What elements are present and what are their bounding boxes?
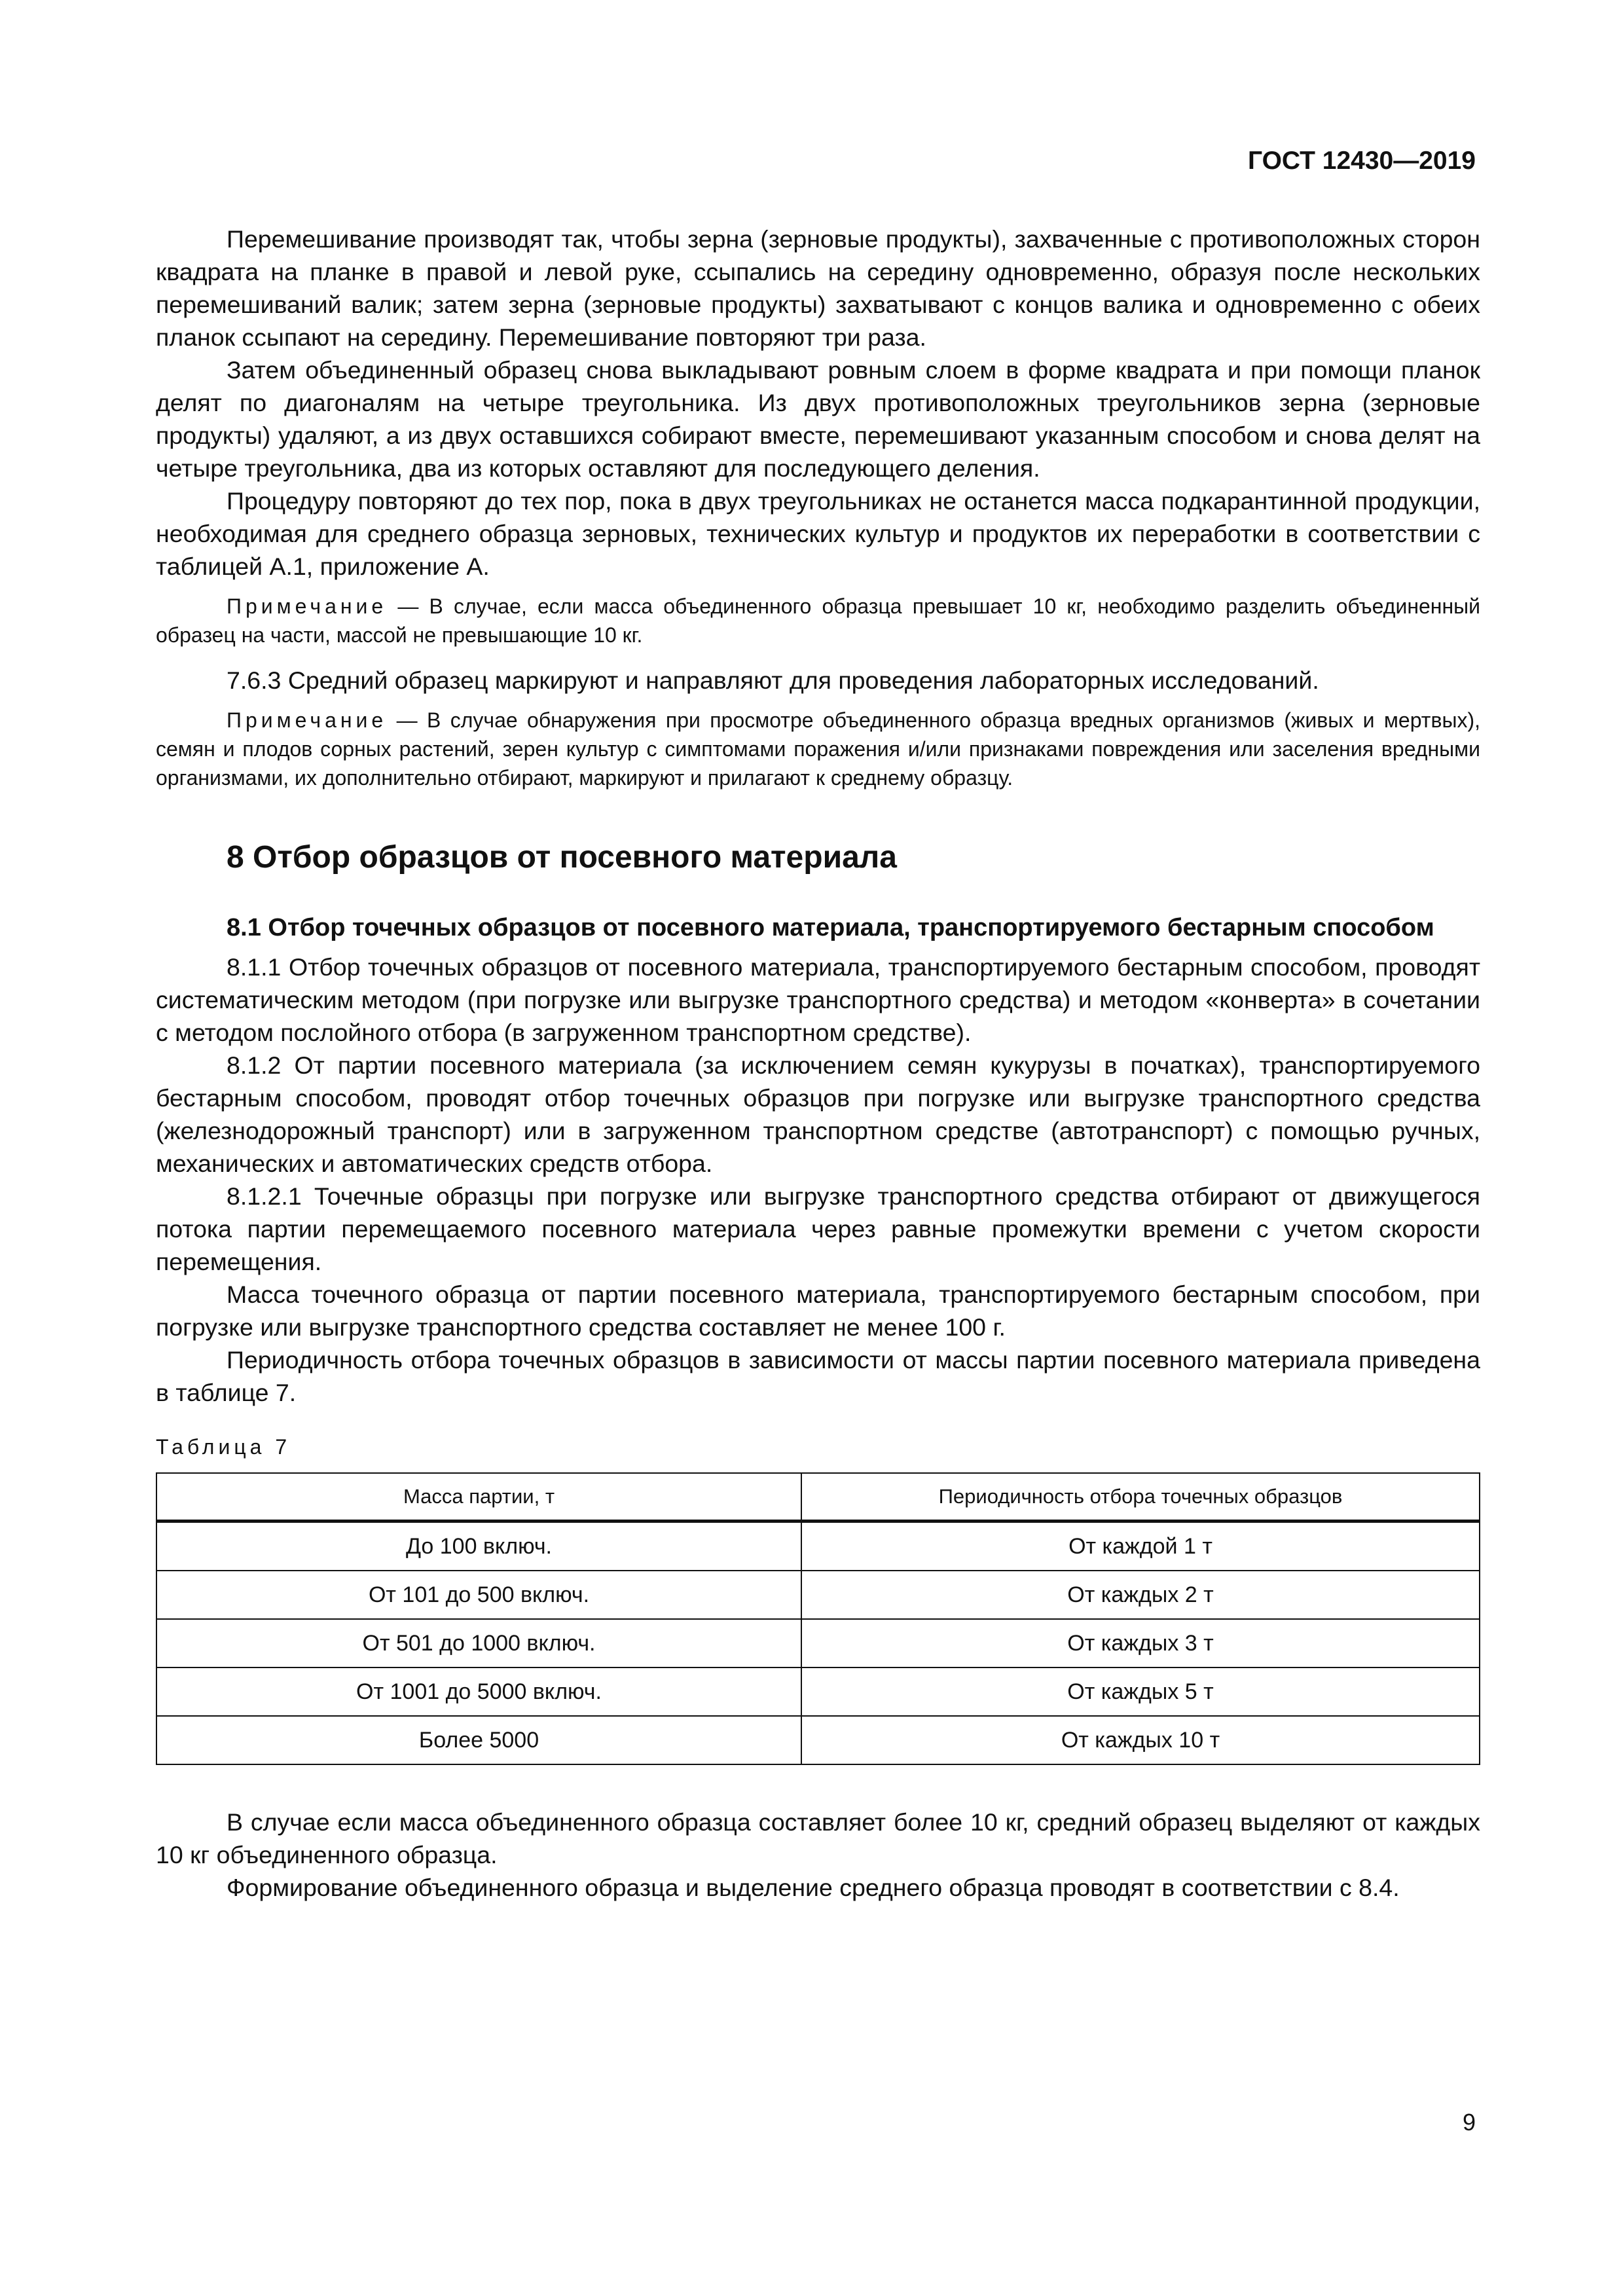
paragraph-table-ref: Периодичность отбора точечных образцов в зависимости от массы партии посевного материала приведена в таблице 7. xyxy=(156,1346,1480,1406)
table-cell-mass: От 1001 до 5000 включ. xyxy=(156,1667,801,1716)
note-1 xyxy=(156,592,1480,649)
paragraph-sample-mass: Масса точечного образца от партии посевного материала, транспортируемого бестарным способом, при погрузке или выгрузке транспортного средства составляет не менее 100 г. xyxy=(156,1281,1480,1341)
table-row xyxy=(156,1522,1480,1571)
table-row xyxy=(156,1619,1480,1667)
table-header-mass: Масса партии, т xyxy=(156,1473,801,1522)
note-2-text: — В случае обнаружения при просмотре объединенного образца вредных организмов (живых и мертвых), семян и плодов сорных растений, зерен культур с симптомами поражения и/или признаками повреждения или заселения вредными организмами, их дополнительно отбирают, маркируют и прилагают к среднему образцу. xyxy=(156,708,1480,790)
document-body xyxy=(156,223,1480,1904)
note-1-text: — В случае, если масса объединенного образца превышает 10 кг, необходимо разделить объединенный образец на части, массой не превышающие 10 кг. xyxy=(156,594,1480,647)
table-row xyxy=(156,1716,1480,1764)
paragraph-quartering: Затем объединенный образец снова выкладывают ровным слоем в форме квадрата и при помощи планок делят по диагоналям на четыре треугольника. Из двух противоположных треугольников зерна (зерновые продукты) удаляют, а из двух оставшихся собирают вместе, перемешивают указанным способом и снова делят на четыре треугольника, два из которых оставляют для последующего деления. xyxy=(156,356,1480,482)
table-cell-mass: От 501 до 1000 включ. xyxy=(156,1619,801,1667)
table-cell-mass: До 100 включ. xyxy=(156,1522,801,1571)
table-row xyxy=(156,1571,1480,1619)
page-number: 9 xyxy=(1462,2109,1476,2136)
table-cell-periodicity: От каждых 2 т xyxy=(801,1571,1480,1619)
table-cell-periodicity: От каждых 5 т xyxy=(801,1667,1480,1716)
table-cell-mass: От 101 до 500 включ. xyxy=(156,1571,801,1619)
note-2 xyxy=(156,706,1480,792)
paragraph-7-6-3: 7.6.3 Средний образец маркируют и направляют для проведения лабораторных исследований. xyxy=(227,666,1319,694)
paragraph-forming: Формирование объединенного образца и выделение среднего образца проводят в соответствии с 8.4. xyxy=(227,1874,1400,1901)
paragraph-8-1-2-1: 8.1.2.1 Точечные образцы при погрузке или выгрузке транспортного средства отбирают от движущегося потока партии перемещаемого посевного материала через равные промежутки времени с учетом скорости перемещения. xyxy=(156,1182,1480,1275)
note-1-label: Примечание xyxy=(227,594,388,618)
after-table-section xyxy=(156,1806,1480,1904)
paragraph-8-1-2: 8.1.2 От партии посевного материала (за исключением семян кукурузы в початках), транспортируемого бестарным способом, проводят отбор точечных образцов при погрузке или выгрузке транспортного средства (железнодорожный транспорт) или в загруженном транспортном средстве (автотранспорт) с помощью ручных, механических и автоматических средств отбора. xyxy=(156,1051,1480,1177)
table-header-periodicity: Периодичность отбора точечных образцов xyxy=(801,1473,1480,1522)
table-cell-periodicity: От каждых 3 т xyxy=(801,1619,1480,1667)
paragraph-repeat-procedure: Процедуру повторяют до тех пор, пока в двух треугольниках не останется масса подкарантинной продукции, необходимая для среднего образца зерновых, технических культур и продуктов их переработки в соответствии с таблицей А.1, приложение А. xyxy=(156,487,1480,580)
section-8-1-title: 8.1 Отбор точечных образцов от посевного материала, транспортируемого бестарным способом xyxy=(227,914,1434,941)
table-7-caption: Таблица 7 xyxy=(156,1435,291,1459)
paragraph-8-1-1: 8.1.1 Отбор точечных образцов от посевного материала, транспортируемого бестарным способом, проводят систематическим методом (при погрузке или выгрузке транспортного средства) и методом «конверта» в сочетании с методом послойного отбора (в загруженном транспортном средстве). xyxy=(156,953,1480,1046)
page-header-standard: ГОСТ 12430—2019 xyxy=(1248,147,1476,175)
table-header-row xyxy=(156,1473,1480,1522)
paragraph-combined-sample: В случае если масса объединенного образца составляет более 10 кг, средний образец выделяют от каждых 10 кг объединенного образца. xyxy=(156,1808,1480,1868)
note-2-label: Примечание xyxy=(227,708,388,732)
table-cell-mass: Более 5000 xyxy=(156,1716,801,1764)
table-row xyxy=(156,1667,1480,1716)
table-cell-periodicity: От каждой 1 т xyxy=(801,1522,1480,1571)
paragraph-mixing: Перемешивание производят так, чтобы зерна (зерновые продукты), захваченные с противоположных сторон квадрата на планке в правой и левой руке, ссыпались на середину одновременно, образуя после нескольких перемешиваний валик; затем зерна (зерновые продукты) захватывают с концов валика и одновременно с обеих планок ссыпают на середину. Перемешивание повторяют три раза. xyxy=(156,225,1480,351)
section-8-title: 8 Отбор образцов от посевного материала xyxy=(227,840,897,875)
table-7 xyxy=(156,1472,1480,1765)
table-cell-periodicity: От каждых 10 т xyxy=(801,1716,1480,1764)
